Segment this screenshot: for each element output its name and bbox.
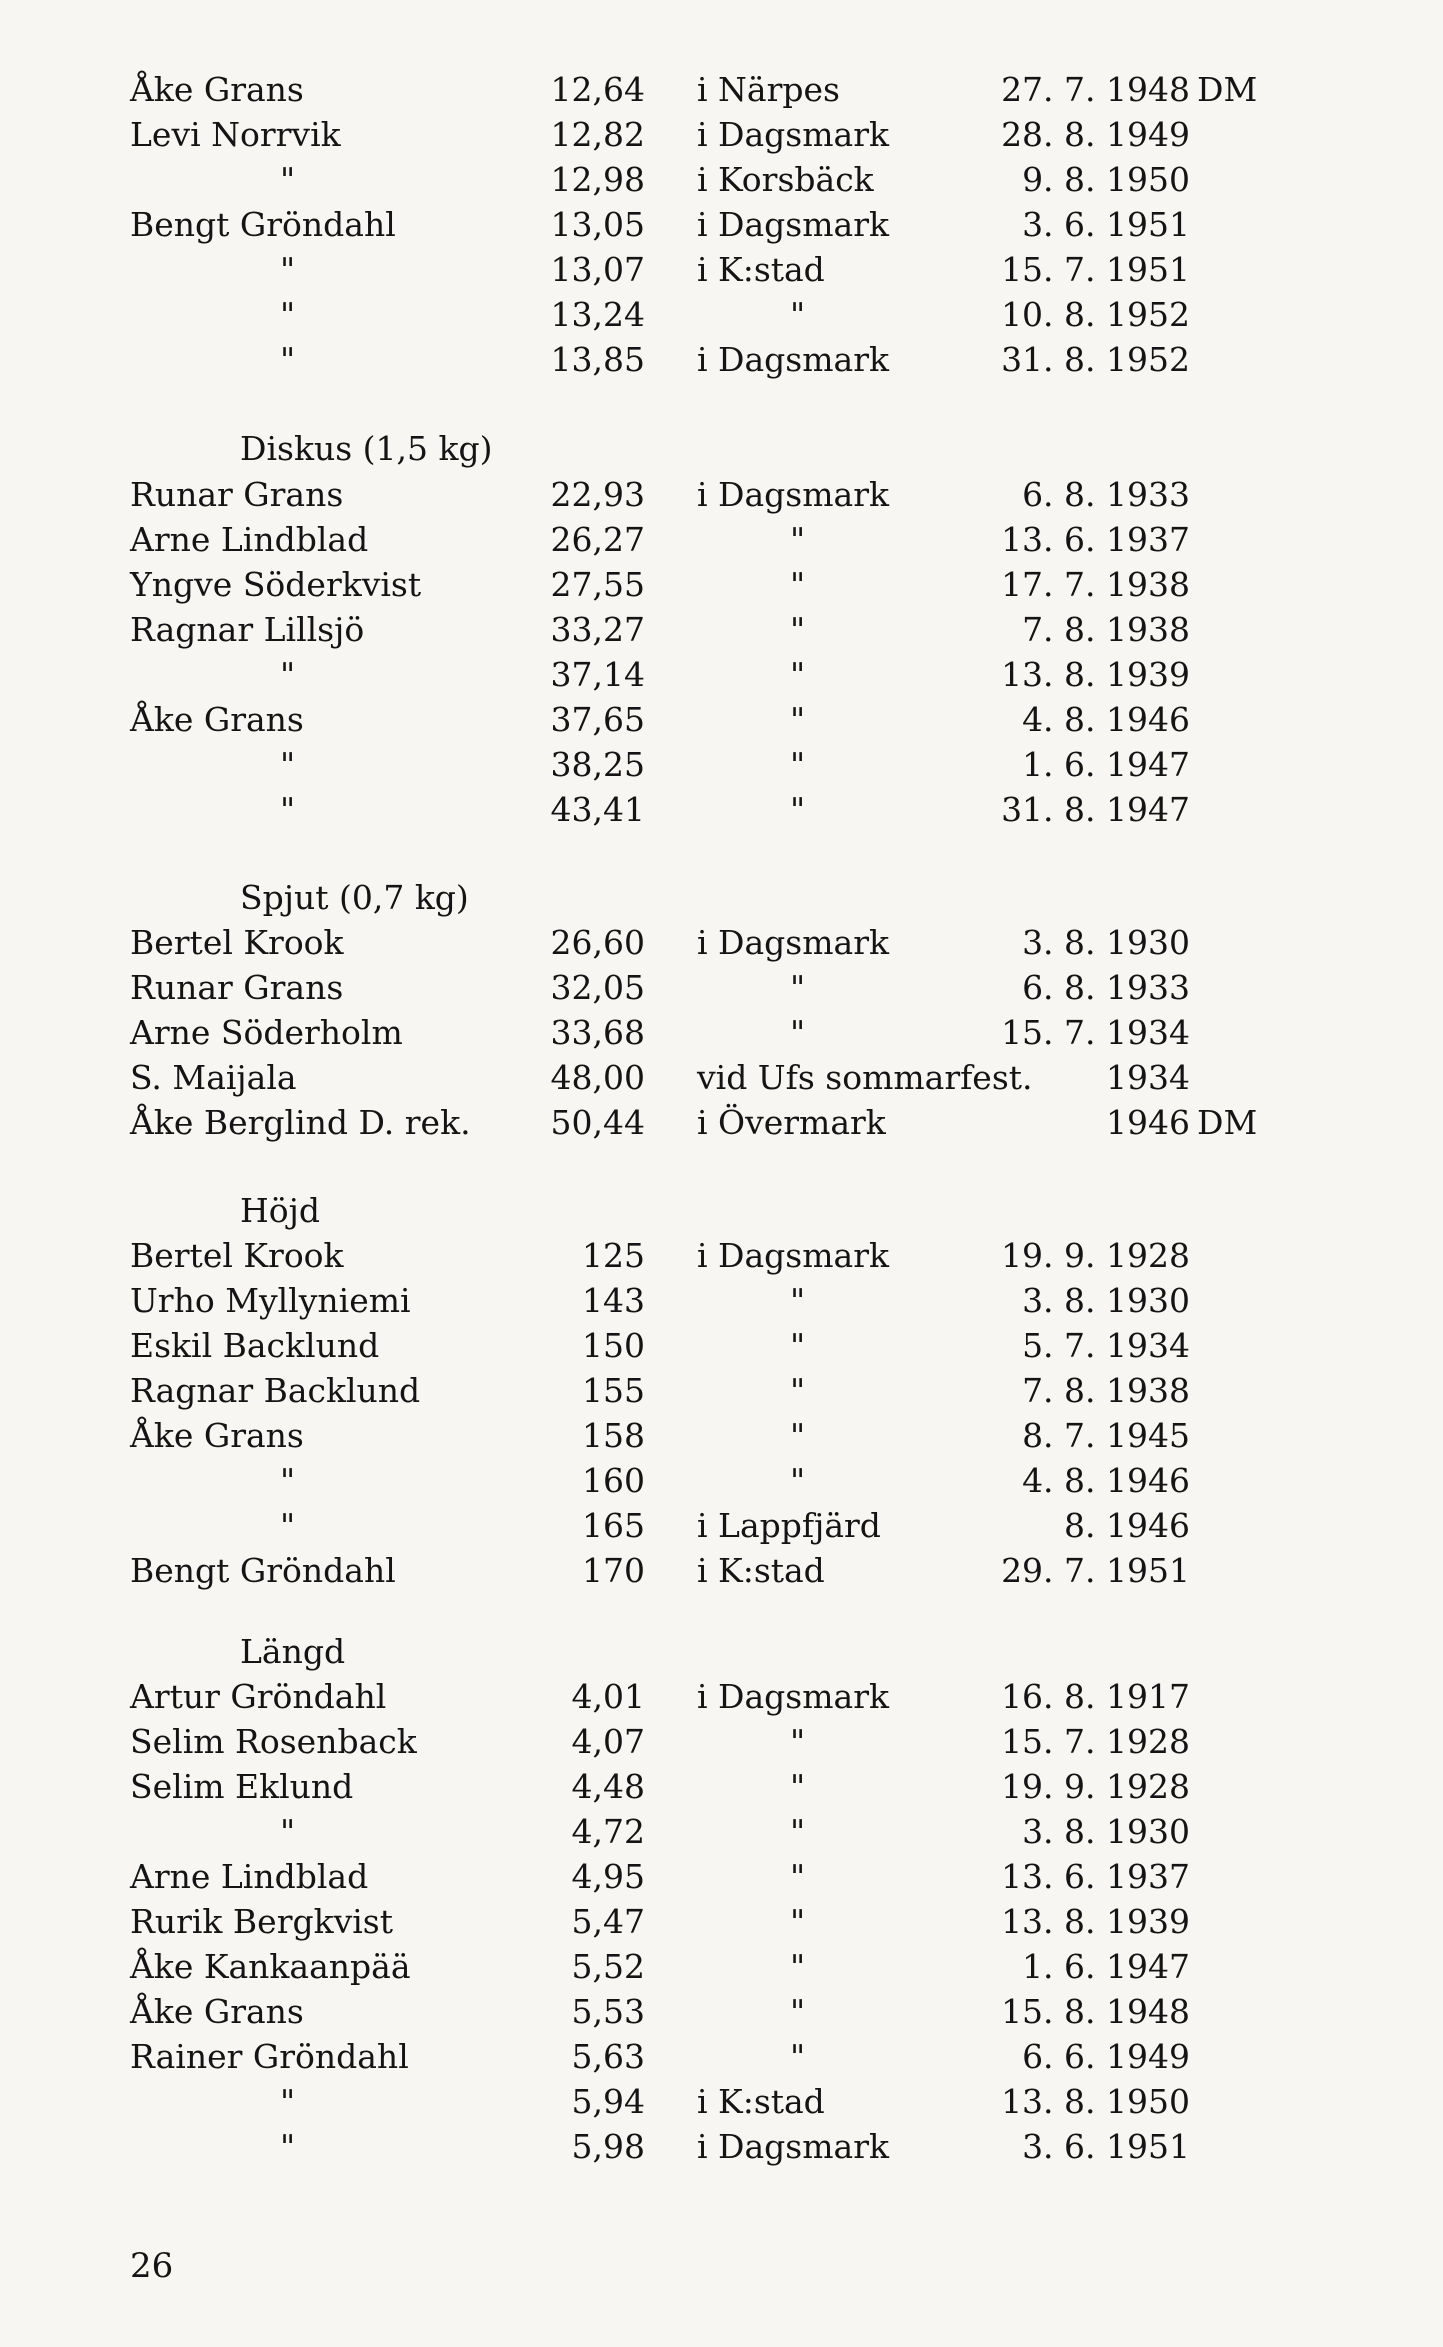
table-row bbox=[0, 1279, 1443, 1323]
event-date: 6. 8. 1933 bbox=[1022, 968, 1190, 1007]
venue: " bbox=[790, 1812, 806, 1851]
result-value: 5,53 bbox=[571, 1992, 645, 2031]
venue: " bbox=[790, 1857, 806, 1896]
event-date: 29. 7. 1951 bbox=[1001, 1551, 1190, 1590]
table-row bbox=[0, 518, 1443, 562]
athlete-name: " bbox=[280, 2127, 296, 2166]
athlete-name: Ragnar Backlund bbox=[130, 1371, 421, 1410]
result-value: 22,93 bbox=[550, 475, 645, 514]
table-row bbox=[0, 158, 1443, 202]
event-date: 13. 8. 1939 bbox=[1001, 1902, 1190, 1941]
event-date: 13. 6. 1937 bbox=[1001, 1857, 1190, 1896]
result-value: 5,63 bbox=[571, 2037, 645, 2076]
venue: i Dagsmark bbox=[697, 115, 889, 154]
table-row bbox=[0, 1990, 1443, 2034]
venue: " bbox=[790, 1371, 806, 1410]
result-value: 5,94 bbox=[571, 2082, 645, 2121]
event-date: 8. 7. 1945 bbox=[1022, 1416, 1190, 1455]
athlete-name: Runar Grans bbox=[130, 968, 344, 1007]
event-date: 4. 8. 1946 bbox=[1022, 1461, 1190, 1500]
venue: i Dagsmark bbox=[697, 475, 889, 514]
result-value: 4,72 bbox=[571, 1812, 645, 1851]
athlete-name: " bbox=[280, 340, 296, 379]
venue: " bbox=[790, 655, 806, 694]
venue: " bbox=[790, 610, 806, 649]
result-value: 13,85 bbox=[550, 340, 645, 379]
event-date: 3. 6. 1951 bbox=[1022, 2127, 1190, 2166]
event-date: 1946 bbox=[1106, 1103, 1190, 1142]
table-row bbox=[0, 1056, 1443, 1100]
event-date: 1934 bbox=[1106, 1058, 1190, 1097]
event-date: 6. 8. 1933 bbox=[1022, 475, 1190, 514]
table-row bbox=[0, 1101, 1443, 1145]
venue: i Dagsmark bbox=[697, 923, 889, 962]
table-row bbox=[0, 338, 1443, 382]
event-date: 31. 8. 1947 bbox=[1001, 790, 1190, 829]
section-heading: Diskus (1,5 kg) bbox=[240, 429, 493, 468]
venue: " bbox=[790, 1767, 806, 1806]
venue: " bbox=[790, 1281, 806, 1320]
venue: " bbox=[790, 1722, 806, 1761]
athlete-name: Bertel Krook bbox=[130, 923, 344, 962]
event-date: 3. 8. 1930 bbox=[1022, 1812, 1190, 1851]
venue: " bbox=[790, 1013, 806, 1052]
table-row bbox=[0, 68, 1443, 112]
table-row bbox=[0, 966, 1443, 1010]
athlete-name: Arne Söderholm bbox=[130, 1013, 403, 1052]
result-value: 13,07 bbox=[550, 250, 645, 289]
event-date: 19. 9. 1928 bbox=[1001, 1767, 1190, 1806]
result-value: 4,48 bbox=[571, 1767, 645, 1806]
venue: i Korsbäck bbox=[697, 160, 874, 199]
venue: " bbox=[790, 1461, 806, 1500]
result-value: 50,44 bbox=[550, 1103, 645, 1142]
athlete-name: Åke Grans bbox=[130, 70, 304, 109]
venue: " bbox=[790, 1992, 806, 2031]
athlete-name: Bengt Gröndahl bbox=[130, 1551, 396, 1590]
result-value: 5,52 bbox=[571, 1947, 645, 1986]
event-date: 4. 8. 1946 bbox=[1022, 700, 1190, 739]
result-value: 4,01 bbox=[571, 1677, 645, 1716]
venue: " bbox=[790, 700, 806, 739]
athlete-name: Artur Gröndahl bbox=[130, 1677, 387, 1716]
result-value: 43,41 bbox=[550, 790, 645, 829]
table-row bbox=[0, 248, 1443, 292]
event-date: 7. 8. 1938 bbox=[1022, 610, 1190, 649]
section-heading: Längd bbox=[240, 1632, 346, 1671]
table-row bbox=[0, 1765, 1443, 1809]
athlete-name: Yngve Söderkvist bbox=[130, 565, 422, 604]
table-row bbox=[0, 293, 1443, 337]
table-row bbox=[0, 1810, 1443, 1854]
result-value: 37,14 bbox=[550, 655, 645, 694]
result-value: 125 bbox=[582, 1236, 645, 1275]
athlete-name: Rurik Bergkvist bbox=[130, 1902, 393, 1941]
athlete-name: Arne Lindblad bbox=[130, 1857, 369, 1896]
athlete-name: Åke Grans bbox=[130, 1992, 304, 2031]
venue: i Lappfjärd bbox=[697, 1506, 881, 1545]
table-row bbox=[0, 1945, 1443, 1989]
venue: i Dagsmark bbox=[697, 1236, 889, 1275]
athlete-name: " bbox=[280, 790, 296, 829]
athlete-name: " bbox=[280, 2082, 296, 2121]
table-row bbox=[0, 653, 1443, 697]
table-row bbox=[0, 1011, 1443, 1055]
result-value: 33,68 bbox=[550, 1013, 645, 1052]
table-row bbox=[0, 1324, 1443, 1368]
result-value: 4,95 bbox=[571, 1857, 645, 1896]
result-value: 13,05 bbox=[550, 205, 645, 244]
venue: i K:stad bbox=[697, 250, 825, 289]
section-heading: Höjd bbox=[240, 1191, 321, 1230]
record-note: DM bbox=[1197, 70, 1258, 109]
athlete-name: Eskil Backlund bbox=[130, 1326, 380, 1365]
athlete-name: " bbox=[280, 160, 296, 199]
event-date: 27. 7. 1948 bbox=[1001, 70, 1190, 109]
venue: " bbox=[790, 790, 806, 829]
table-row bbox=[0, 1414, 1443, 1458]
result-value: 160 bbox=[582, 1461, 645, 1500]
result-value: 37,65 bbox=[550, 700, 645, 739]
venue: " bbox=[790, 1326, 806, 1365]
athlete-name: S. Maijala bbox=[130, 1058, 297, 1097]
venue: i Dagsmark bbox=[697, 2127, 889, 2166]
event-date: 15. 7. 1951 bbox=[1001, 250, 1190, 289]
table-row bbox=[0, 113, 1443, 157]
result-value: 38,25 bbox=[550, 745, 645, 784]
athlete-name: Bengt Gröndahl bbox=[130, 205, 396, 244]
event-date: 13. 8. 1950 bbox=[1001, 2082, 1190, 2121]
venue: " bbox=[790, 520, 806, 559]
table-row bbox=[0, 921, 1443, 965]
table-row bbox=[0, 1234, 1443, 1278]
athlete-name: Rainer Gröndahl bbox=[130, 2037, 409, 2076]
table-row bbox=[0, 743, 1443, 787]
athlete-name: " bbox=[280, 250, 296, 289]
result-value: 165 bbox=[582, 1506, 645, 1545]
athlete-name: " bbox=[280, 655, 296, 694]
event-date: 13. 8. 1939 bbox=[1001, 655, 1190, 694]
event-date: 5. 7. 1934 bbox=[1022, 1326, 1190, 1365]
event-date: 7. 8. 1938 bbox=[1022, 1371, 1190, 1410]
athlete-name: Arne Lindblad bbox=[130, 520, 369, 559]
athlete-name: Ragnar Lillsjö bbox=[130, 610, 365, 649]
result-value: 12,98 bbox=[550, 160, 645, 199]
result-value: 170 bbox=[582, 1551, 645, 1590]
table-row bbox=[0, 1504, 1443, 1548]
result-value: 48,00 bbox=[550, 1058, 645, 1097]
table-row bbox=[0, 563, 1443, 607]
table-row bbox=[0, 1855, 1443, 1899]
athlete-name: Runar Grans bbox=[130, 475, 344, 514]
event-date: 13. 6. 1937 bbox=[1001, 520, 1190, 559]
event-date: 17. 7. 1938 bbox=[1001, 565, 1190, 604]
venue: i K:stad bbox=[697, 2082, 825, 2121]
result-value: 33,27 bbox=[550, 610, 645, 649]
table-row bbox=[0, 608, 1443, 652]
table-row bbox=[0, 2125, 1443, 2169]
athlete-name: Selim Eklund bbox=[130, 1767, 354, 1806]
result-value: 13,24 bbox=[550, 295, 645, 334]
result-value: 158 bbox=[582, 1416, 645, 1455]
venue: vid Ufs sommarfest. bbox=[697, 1058, 1033, 1097]
event-date: 15. 8. 1948 bbox=[1001, 1992, 1190, 2031]
athlete-name: Bertel Krook bbox=[130, 1236, 344, 1275]
table-row bbox=[0, 1900, 1443, 1944]
result-value: 143 bbox=[582, 1281, 645, 1320]
athlete-name: Åke Grans bbox=[130, 700, 304, 739]
venue: " bbox=[790, 295, 806, 334]
result-value: 5,98 bbox=[571, 2127, 645, 2166]
event-date: 9. 8. 1950 bbox=[1022, 160, 1190, 199]
event-date: 3. 6. 1951 bbox=[1022, 205, 1190, 244]
table-row bbox=[0, 788, 1443, 832]
athlete-name: " bbox=[280, 295, 296, 334]
venue: i Dagsmark bbox=[697, 340, 889, 379]
section-heading: Spjut (0,7 kg) bbox=[240, 878, 469, 917]
athlete-name: " bbox=[280, 1461, 296, 1500]
table-row bbox=[0, 1675, 1443, 1719]
event-date: 1. 6. 1947 bbox=[1022, 1947, 1190, 1986]
event-date: 15. 7. 1928 bbox=[1001, 1722, 1190, 1761]
page-number: 26 bbox=[130, 2246, 174, 2286]
event-date: 19. 9. 1928 bbox=[1001, 1236, 1190, 1275]
result-value: 4,07 bbox=[571, 1722, 645, 1761]
event-date: 3. 8. 1930 bbox=[1022, 1281, 1190, 1320]
venue: " bbox=[790, 968, 806, 1007]
result-value: 32,05 bbox=[550, 968, 645, 1007]
result-value: 12,82 bbox=[550, 115, 645, 154]
table-row bbox=[0, 2035, 1443, 2079]
result-value: 26,60 bbox=[550, 923, 645, 962]
result-value: 27,55 bbox=[550, 565, 645, 604]
result-value: 12,64 bbox=[550, 70, 645, 109]
venue: i Närpes bbox=[697, 70, 840, 109]
venue: " bbox=[790, 745, 806, 784]
venue: " bbox=[790, 2037, 806, 2076]
event-date: 3. 8. 1930 bbox=[1022, 923, 1190, 962]
record-note: DM bbox=[1197, 1103, 1258, 1142]
event-date: 28. 8. 1949 bbox=[1001, 115, 1190, 154]
event-date: 8. 1946 bbox=[1064, 1506, 1190, 1545]
event-date: 15. 7. 1934 bbox=[1001, 1013, 1190, 1052]
table-row bbox=[0, 2080, 1443, 2124]
venue: i Övermark bbox=[697, 1103, 886, 1142]
athlete-name: Levi Norrvik bbox=[130, 115, 341, 154]
venue: i K:stad bbox=[697, 1551, 825, 1590]
venue: " bbox=[790, 1416, 806, 1455]
venue: " bbox=[790, 1902, 806, 1941]
event-date: 6. 6. 1949 bbox=[1022, 2037, 1190, 2076]
athlete-name: Åke Grans bbox=[130, 1416, 304, 1455]
athlete-name: Selim Rosenback bbox=[130, 1722, 417, 1761]
athlete-name: " bbox=[280, 1812, 296, 1851]
result-value: 5,47 bbox=[571, 1902, 645, 1941]
event-date: 31. 8. 1952 bbox=[1001, 340, 1190, 379]
athlete-name: " bbox=[280, 745, 296, 784]
event-date: 16. 8. 1917 bbox=[1001, 1677, 1190, 1716]
table-row bbox=[0, 1369, 1443, 1413]
table-row bbox=[0, 1720, 1443, 1764]
venue: i Dagsmark bbox=[697, 1677, 889, 1716]
result-value: 155 bbox=[582, 1371, 645, 1410]
event-date: 10. 8. 1952 bbox=[1001, 295, 1190, 334]
result-value: 150 bbox=[582, 1326, 645, 1365]
athlete-name: Åke Kankaanpää bbox=[130, 1947, 411, 1986]
table-row bbox=[0, 203, 1443, 247]
result-value: 26,27 bbox=[550, 520, 645, 559]
athlete-name: Urho Myllyniemi bbox=[130, 1281, 411, 1320]
athlete-name: " bbox=[280, 1506, 296, 1545]
table-row bbox=[0, 1459, 1443, 1503]
venue: " bbox=[790, 1947, 806, 1986]
venue: " bbox=[790, 565, 806, 604]
table-row bbox=[0, 698, 1443, 742]
athlete-name: Åke Berglind D. rek. bbox=[130, 1103, 471, 1142]
table-row bbox=[0, 1549, 1443, 1593]
venue: i Dagsmark bbox=[697, 205, 889, 244]
table-row bbox=[0, 473, 1443, 517]
event-date: 1. 6. 1947 bbox=[1022, 745, 1190, 784]
